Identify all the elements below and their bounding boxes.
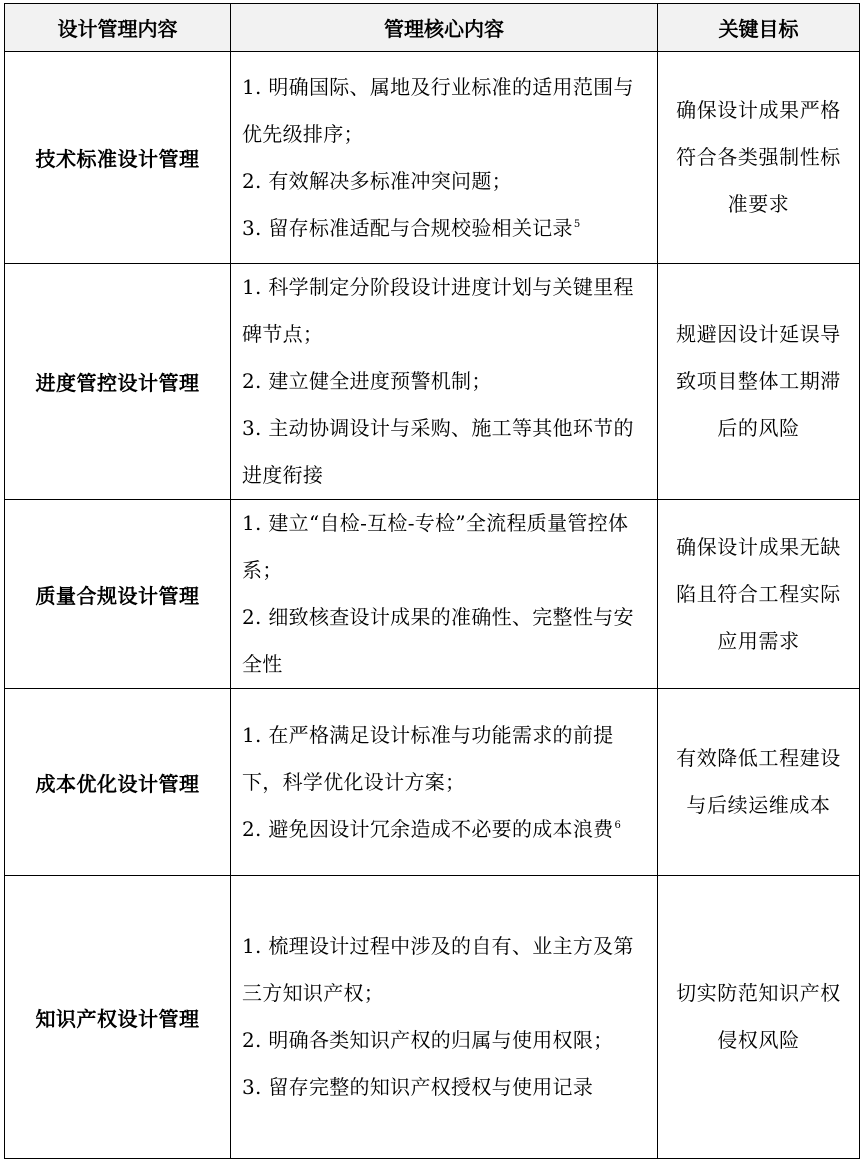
row-goal: 确保设计成果严格符合各类强制性标准要求 xyxy=(658,52,860,264)
row-category: 成本优化设计管理 xyxy=(5,689,231,876)
core-item: 2. 明确各类知识产权的归属与使用权限； xyxy=(242,1028,614,1052)
row-core-content xyxy=(231,264,658,500)
header-key-goal: 关键目标 xyxy=(658,4,860,52)
row-core-content xyxy=(231,52,658,264)
table-row xyxy=(5,876,860,1159)
row-goal: 切实防范知识产权侵权风险 xyxy=(658,876,860,1159)
core-item: 2. 建立健全进度预警机制； xyxy=(242,369,492,393)
row-category: 知识产权设计管理 xyxy=(5,876,231,1159)
header-core-content: 管理核心内容 xyxy=(231,4,658,52)
footnote-marker: 5 xyxy=(573,218,581,230)
core-item: 2. 有效解决多标准冲突问题； xyxy=(242,168,512,193)
row-category: 技术标准设计管理 xyxy=(5,52,231,264)
row-core-content xyxy=(231,689,658,876)
core-item: 3. 留存完整的知识产权授权与使用记录 xyxy=(242,1075,594,1099)
core-item: 1. 建立“自检-互检-专检”全流程质量管控体系； xyxy=(242,511,629,582)
table-row xyxy=(5,52,860,264)
row-category: 质量合规设计管理 xyxy=(5,500,231,689)
design-management-table xyxy=(4,3,860,1159)
row-core-content xyxy=(231,876,658,1159)
core-item: 1. 科学制定分阶段设计进度计划与关键里程碑节点； xyxy=(242,275,634,346)
table-header-row xyxy=(5,4,860,52)
table-row xyxy=(5,500,860,689)
row-core-content xyxy=(231,500,658,689)
row-goal: 规避因设计延误导致项目整体工期滞后的风险 xyxy=(658,264,860,500)
core-item: 2. 细致核查设计成果的准确性、完整性与安全性 xyxy=(242,605,634,676)
core-item: 3. 主动协调设计与采购、施工等其他环节的进度衔接 xyxy=(242,416,634,487)
row-goal: 有效降低工程建设与后续运维成本 xyxy=(658,689,860,876)
footnote-marker: 6 xyxy=(614,819,622,831)
core-item: 3. 留存标准适配与合规校验相关记录$^5$ xyxy=(242,215,581,240)
core-item: 2. 避免因设计冗余造成不必要的成本浪费$^6$ xyxy=(242,816,622,841)
row-category: 进度管控设计管理 xyxy=(5,264,231,500)
core-item: 1. 明确国际、属地及行业标准的适用范围与优先级排序； xyxy=(242,74,634,146)
table-row xyxy=(5,264,860,500)
table-row xyxy=(5,689,860,876)
core-item: 1. 在严格满足设计标准与功能需求的前提下，科学优化设计方案； xyxy=(242,722,614,794)
core-item: 1. 梳理设计过程中涉及的自有、业主方及第三方知识产权； xyxy=(242,934,634,1005)
row-goal: 确保设计成果无缺陷且符合工程实际应用需求 xyxy=(658,500,860,689)
header-management-content: 设计管理内容 xyxy=(5,4,231,52)
